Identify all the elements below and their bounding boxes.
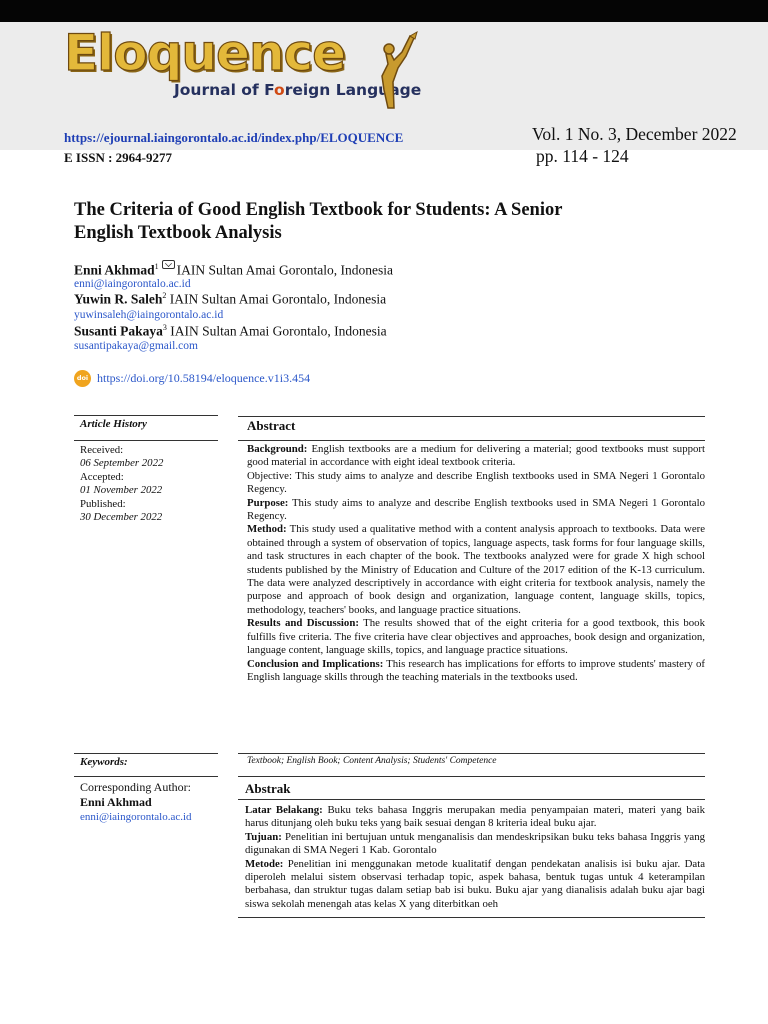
- abstrak-metode: Metode: Penelitian ini menggunakan metode kualitatif dengan pendekatan analisis isi buku ajar. Data diperoleh melalui sistem observasi terhadap topic, aspek bahasa, bentuk tugas untuk 4 keterampilan berbahasa, dan struktur tugas dalam setiap bab isi buku. Buku ajar yang dianalisis adalah buku ajar bagi siswa sekolah menengah atas kelas X yang diterbitkan oeh: [245, 857, 705, 910]
- corresponding-author-email-link[interactable]: enni@iaingorontalo.ac.id: [80, 811, 192, 823]
- logo-subtitle: Journal of Foreign Language: [174, 81, 422, 99]
- published-date: 30 December 2022: [80, 511, 163, 524]
- logo-title: Eloquence: [64, 24, 346, 82]
- journal-logo: [64, 24, 422, 110]
- abstrak-tujuan: Tujuan: Penelitian ini bertujuan untuk menganalisis dan mendeskripsikan buku teks bahasa Inggris yang digunakan di SMA Negeri 1 Kab. Gorontalo: [245, 830, 705, 857]
- abstract-conclusion: Conclusion and Implications: This research has implications for efforts to improve students' mastery of English language skills through the teaching materials in the textbooks used.: [247, 657, 705, 683]
- abstract-method: Method: This study used a qualitative method with a content analysis approach to textbooks. Data were obtained through a system of observation of topics, language aspects, task forms for four language skills, and task structures in each chapter of the book. The textbooks analyzed were for grade X high school students published by the Ministry of Education and Culture of the 2017 edition of the K-13 curriculum. The data were analyzed descriptively in accordance with eight criteria for textbook analysis, namely the purpose and approach of book design and organization, language content, language skills, topics, methodology, teachers' books, and language practice situations.: [247, 523, 705, 616]
- author-affiliation: IAIN Sultan Amai Gorontalo, Indonesia: [176, 262, 394, 278]
- divider: [238, 799, 705, 800]
- divider: [74, 440, 218, 441]
- author-3-email-link[interactable]: susantipakaya@gmail.com: [74, 340, 198, 352]
- abstract-body: [247, 443, 705, 684]
- abstrak-heading: Abstrak: [245, 781, 291, 796]
- author-name: Susanti Pakaya: [74, 323, 163, 339]
- article-history-label: Article History: [80, 418, 147, 430]
- author-2-email-link[interactable]: yuwinsaleh@iaingorontalo.ac.id: [74, 309, 224, 321]
- abstract-results: Results and Discussion: The results showed that of the eight criteria for a good textbook, this book fulfills five criteria. The five criteria have clear objectives and approaches, book design and organization, language content, language skills, topics, and language practice situations.: [247, 617, 705, 657]
- author-3: Susanti Pakaya$^3$ IAIN Sultan Amai Gorontalo, Indonesia: [74, 323, 387, 339]
- divider: [74, 415, 218, 416]
- abstract-objective: Objective: This study aims to analyze and describe English textbooks used in SMA Negeri 1 Gorontalo Regency.: [247, 469, 705, 496]
- author-2: Yuwin R. Saleh$^2$ IAIN Sultan Amai Gorontalo, Indonesia: [74, 291, 387, 307]
- article-title: [74, 199, 674, 245]
- abstract-purpose: Purpose: This study aims to analyze and describe English textbooks used in SMA Negeri 1 Gorontalo Regency.: [247, 496, 705, 523]
- doi-row: [74, 369, 310, 387]
- keywords-list: Textbook; English Book; Content Analysis; Students' Competence: [247, 756, 497, 766]
- divider: [74, 776, 218, 777]
- abstract-heading: Abstract: [247, 418, 296, 433]
- keywords-label: Keywords:: [80, 756, 128, 768]
- issn-number: E ISSN : 2964-9277: [64, 150, 172, 165]
- divider: [238, 776, 705, 777]
- accepted-date: 01 November 2022: [80, 484, 163, 497]
- corresponding-author-name: Enni Akhmad: [80, 795, 152, 809]
- divider: [74, 753, 218, 754]
- abstrak-body: [245, 804, 705, 911]
- article-history: Received: 06 September 2022 Accepted: 01 November 2022 Published: 30 December 2022: [80, 444, 164, 524]
- page-range: pp. 114 - 124: [536, 146, 629, 166]
- author-affiliation: IAIN Sultan Amai Gorontalo, Indonesia: [169, 291, 387, 307]
- article-title-line-1: The Criteria of Good English Textbook for Students: A Senior: [74, 200, 563, 220]
- author-1: Enni Akhmad$^1$ IAIN Sultan Amai Gorontalo, Indonesia: [74, 262, 394, 278]
- author-1-email-link[interactable]: enni@iaingorontalo.ac.id: [74, 278, 191, 290]
- top-black-bar: [0, 0, 768, 22]
- article-title-line-2: English Textbook Analysis: [74, 223, 282, 243]
- doi-link[interactable]: https://doi.org/10.58194/eloquence.v1i3.454: [97, 370, 311, 385]
- mail-icon: [162, 260, 175, 269]
- divider: [238, 917, 705, 918]
- divider: [238, 753, 705, 754]
- abstract-background: Background: English textbooks are a medium for delivering a material; good textbooks must support good material in accordance with eight ideal textbook criteria.: [247, 443, 705, 469]
- divider: [238, 440, 705, 441]
- journal-header: [0, 22, 768, 166]
- abstrak-latar: Latar Belakang: Buku teks bahasa Inggris merupakan media penyampaian materi, materi yang baik harus ditunjang oleh buku teks yang baik sesuai dengan 8 kriteria ideal buku ajar.: [245, 804, 705, 830]
- author-affiliation: IAIN Sultan Amai Gorontalo, Indonesia: [170, 323, 387, 339]
- corresponding-author-label: Corresponding Author:: [80, 780, 191, 794]
- divider: [238, 416, 705, 417]
- volume-info: Vol. 1 No. 3, December 2022: [532, 124, 737, 144]
- received-date: 06 September 2022: [80, 457, 164, 470]
- author-name: Yuwin R. Saleh: [74, 291, 163, 307]
- author-name: Enni Akhmad: [74, 262, 155, 278]
- doi-icon: doi: [74, 370, 91, 387]
- journal-url-link[interactable]: https://ejournal.iaingorontalo.ac.id/index.php/ELOQUENCE: [64, 130, 404, 145]
- statue-figure-icon: [360, 30, 420, 110]
